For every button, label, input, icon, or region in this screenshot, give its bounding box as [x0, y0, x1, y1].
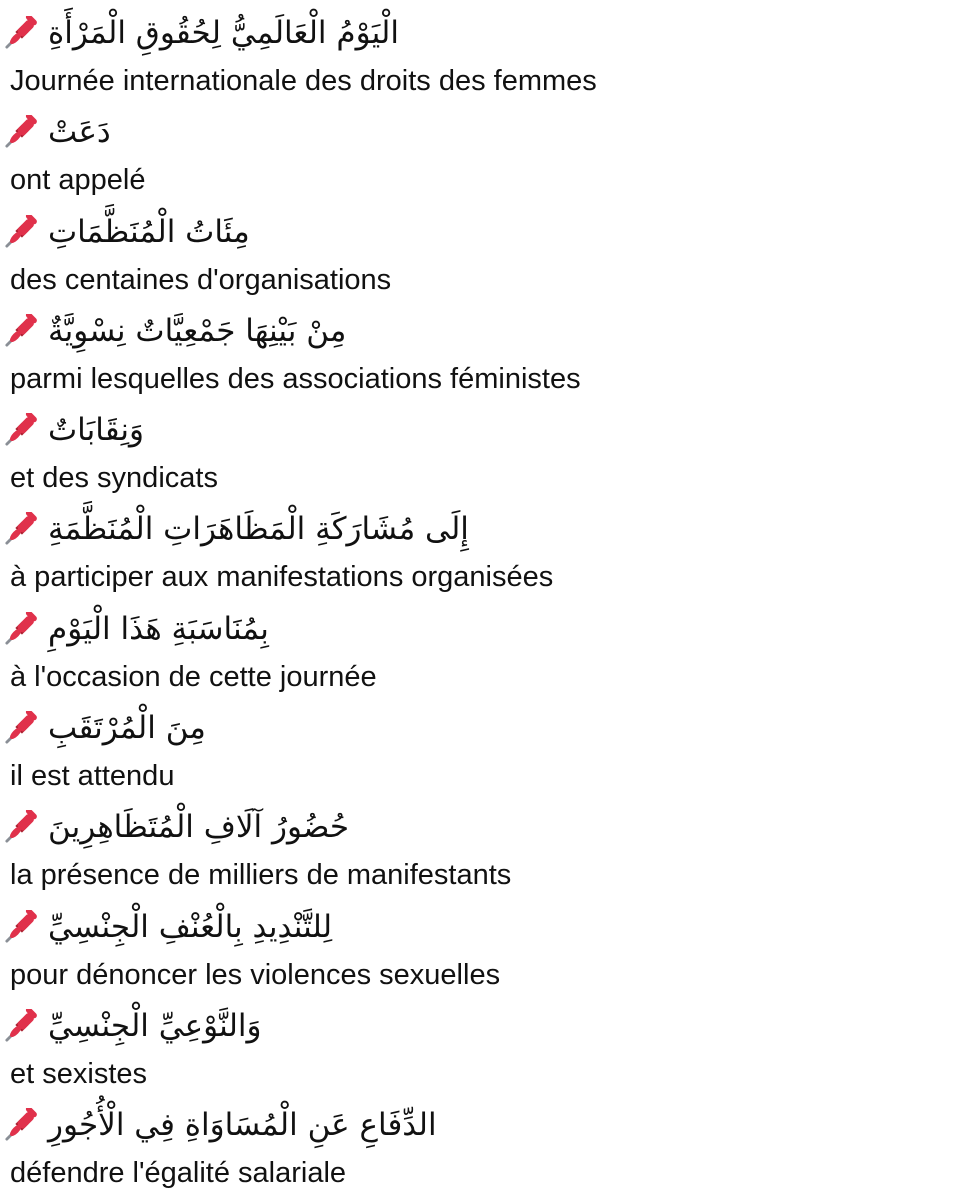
arabic-line — [4, 502, 469, 556]
french-translation: Journée internationale des droits des femmes — [10, 65, 597, 97]
french-translation: pour dénoncer les violences sexuelles — [10, 958, 501, 991]
arabic-line — [4, 304, 346, 358]
list-item — [0, 6, 960, 105]
pushpin-icon — [4, 711, 38, 745]
pushpin-icon — [4, 512, 38, 546]
list-item — [0, 602, 960, 701]
pushpin-icon — [4, 16, 38, 50]
arabic-line — [4, 403, 144, 457]
arabic-phrase: مِنَ الْمُرْتَقَبِ — [48, 710, 206, 747]
pushpin-icon — [4, 1009, 38, 1043]
pushpin-icon — [4, 115, 38, 149]
arabic-phrase: مِئَاتُ الْمُنَظَّمَاتِ — [48, 213, 250, 250]
pushpin-icon — [4, 612, 38, 646]
list-item — [0, 403, 960, 502]
french-translation: et des syndicats — [10, 462, 218, 495]
arabic-line — [4, 900, 332, 954]
pushpin-icon — [4, 413, 38, 447]
arabic-line — [4, 6, 399, 60]
arabic-line — [4, 800, 349, 854]
arabic-phrase: بِمُنَاسَبَةِ هَذَا الْيَوْمِ — [48, 610, 269, 647]
french-translation: défendre l'égalité salariale — [10, 1157, 347, 1190]
arabic-phrase: دَعَتْ — [48, 114, 111, 151]
arabic-line — [4, 105, 111, 159]
list-item — [0, 1098, 960, 1197]
arabic-phrase: إِلَى مُشَارَكَةِ الْمَظَاهَرَاتِ الْمُنَظَّمَةِ — [48, 511, 469, 548]
arabic-phrase: الْيَوْمُ الْعَالَمِيُّ لِحُقُوقِ الْمَرْأَةِ — [48, 15, 399, 51]
french-translation: parmi lesquelles des associations féministes — [10, 362, 581, 395]
arabic-phrase: وَالنَّوْعِيِّ الْجِنْسِيِّ — [48, 1007, 262, 1044]
pushpin-icon — [4, 215, 38, 249]
arabic-phrase: وَنِقَابَاتٌ — [48, 412, 144, 449]
arabic-phrase: الدِّفَاعِ عَنِ الْمُسَاوَاةِ فِي الْأُجُورِ — [48, 1107, 437, 1144]
list-item — [0, 502, 960, 601]
arabic-line — [4, 701, 206, 755]
french-translation: ont appelé — [10, 164, 146, 197]
list-item — [0, 999, 960, 1098]
list-item — [0, 800, 960, 899]
vocabulary-list — [0, 6, 960, 1198]
pushpin-icon — [4, 1108, 38, 1142]
french-translation: il est attendu — [10, 760, 175, 793]
list-item — [0, 304, 960, 403]
arabic-line — [4, 602, 269, 656]
pushpin-icon — [4, 810, 38, 844]
arabic-phrase: لِلتَّنْدِيدِ بِالْعُنْفِ الْجِنْسِيِّ — [48, 908, 333, 945]
french-translation: à participer aux manifestations organisées — [10, 561, 554, 594]
arabic-phrase: مِنْ بَيْنِهَا جَمْعِيَّاتٌ نِسْوِيَّةٌ — [48, 312, 347, 349]
french-translation: à l'occasion de cette journée — [10, 660, 377, 693]
list-item — [0, 900, 960, 999]
french-translation: des centaines d'organisations — [10, 263, 392, 296]
pushpin-icon — [4, 910, 38, 944]
arabic-phrase: حُضُورُ آلَافِ الْمُتَظَاهِرِينَ — [48, 809, 350, 846]
list-item — [0, 701, 960, 800]
pushpin-icon — [4, 314, 38, 348]
list-item — [0, 205, 960, 304]
list-item — [0, 105, 960, 204]
french-translation: et sexistes — [10, 1057, 147, 1090]
french-translation: la présence de milliers de manifestants — [10, 859, 512, 892]
arabic-line — [4, 999, 262, 1053]
arabic-line — [4, 1098, 437, 1152]
arabic-line — [4, 205, 250, 259]
